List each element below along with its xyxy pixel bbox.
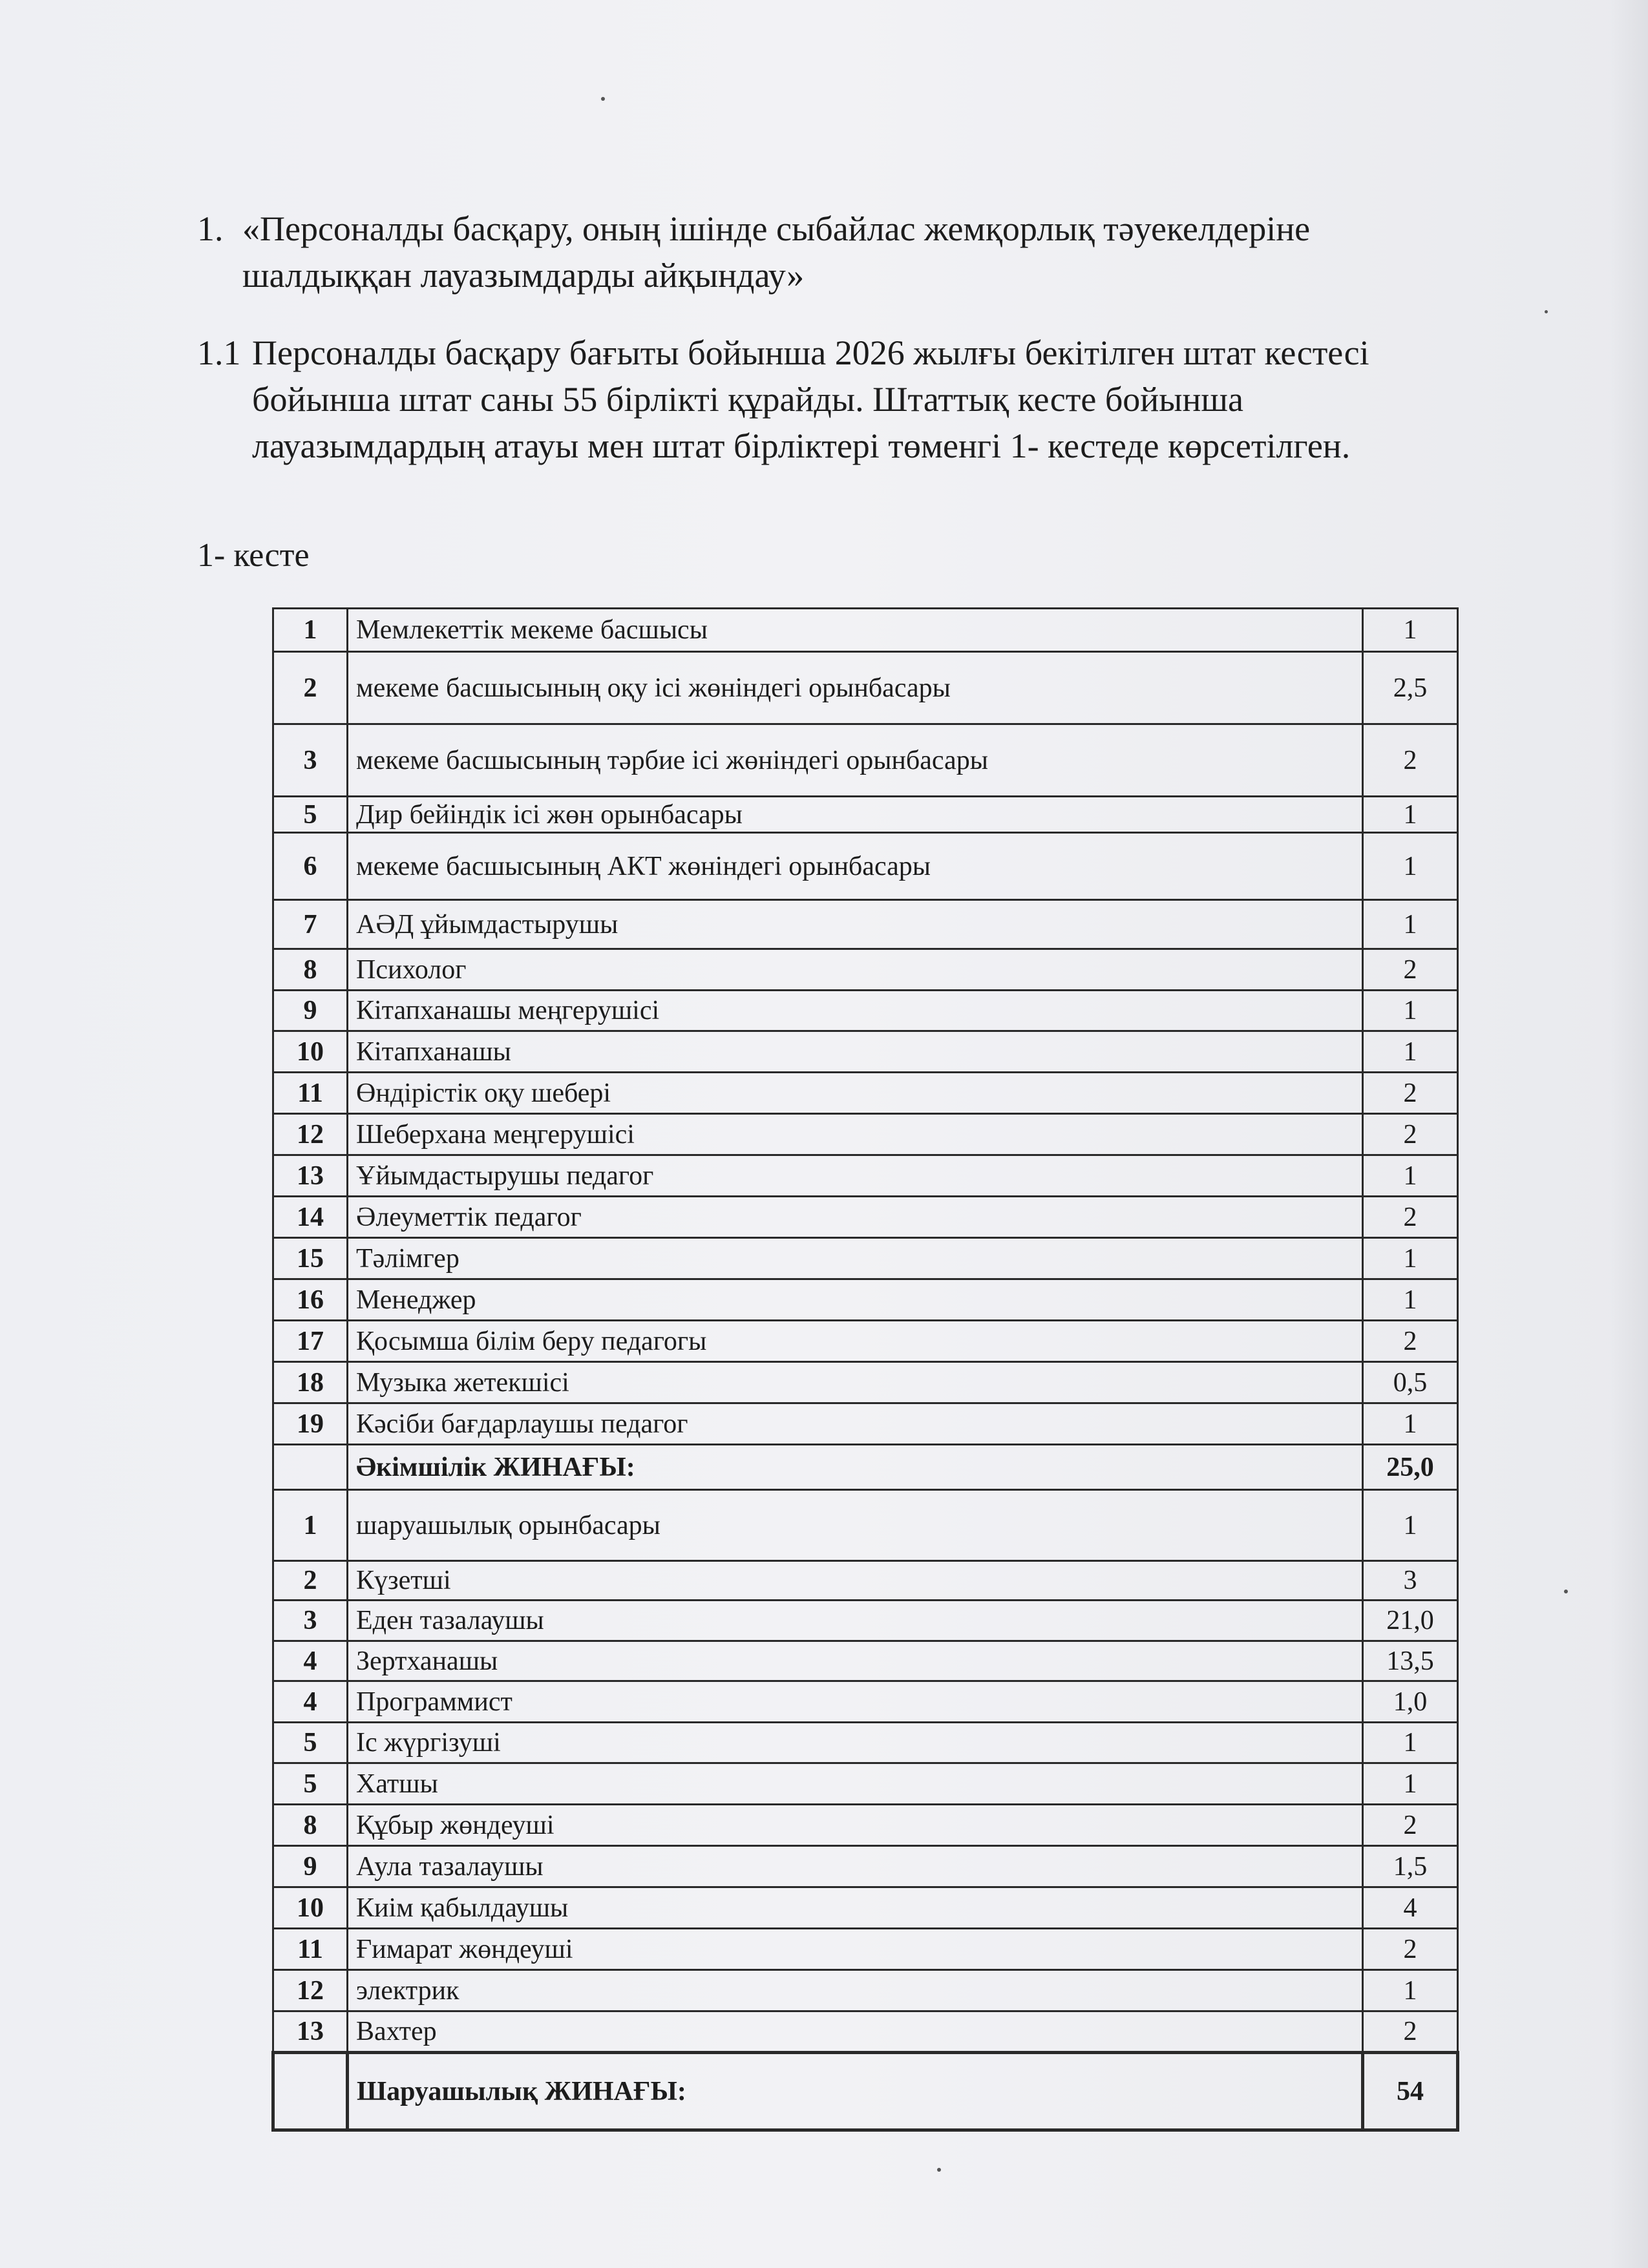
row-number-cell: 2 — [273, 652, 348, 724]
row-number-cell: 7 — [273, 900, 348, 949]
page-edge-shadow — [1609, 0, 1648, 2268]
table-row — [273, 1970, 1458, 2011]
row-number-cell: 10 — [273, 1887, 348, 1929]
table-row — [273, 609, 1458, 652]
staff-units-cell: 2 — [1363, 1805, 1458, 1846]
position-name-cell: Зертханашы — [348, 1641, 1363, 1681]
staff-units-cell: 1,0 — [1363, 1681, 1458, 1723]
section-number: 1. — [197, 209, 224, 248]
table-row — [273, 1114, 1458, 1155]
row-number-cell: 4 — [273, 1641, 348, 1681]
position-name-cell: Кітапханашы — [348, 1031, 1363, 1073]
row-number-cell: 10 — [273, 1031, 348, 1073]
position-name-cell: Ғимарат жөндеуші — [348, 1929, 1363, 1970]
position-name-cell: Аула тазалаушы — [348, 1846, 1363, 1887]
table-row — [273, 1929, 1458, 1970]
subsection-text — [252, 330, 1480, 469]
staff-units-cell: 2 — [1363, 1321, 1458, 1362]
row-number-cell: 19 — [273, 1403, 348, 1445]
position-name-cell: Құбыр жөндеуші — [348, 1805, 1363, 1846]
row-number-cell — [273, 1445, 348, 1490]
position-name-cell: Ұйымдастырушы педагог — [348, 1155, 1363, 1197]
table-row — [273, 1887, 1458, 1929]
row-number-cell: 15 — [273, 1238, 348, 1279]
position-name-cell: Хатшы — [348, 1763, 1363, 1805]
staff-units-cell: 1 — [1363, 1763, 1458, 1805]
position-name-cell: Қосымша білім беру педагогы — [348, 1321, 1363, 1362]
position-name-cell: Өндірістік оқу шебері — [348, 1073, 1363, 1114]
row-number-cell: 9 — [273, 991, 348, 1031]
table-row — [273, 2053, 1458, 2130]
row-number-cell: 11 — [273, 1073, 348, 1114]
staff-units-cell: 1 — [1363, 609, 1458, 652]
staff-units-cell: 1 — [1363, 1279, 1458, 1321]
staff-units-cell: 1 — [1363, 833, 1458, 900]
row-number-cell: 5 — [273, 1723, 348, 1763]
row-number-cell: 4 — [273, 1681, 348, 1723]
table-row — [273, 1723, 1458, 1763]
row-number-cell: 1 — [273, 609, 348, 652]
position-name-cell: Программист — [348, 1681, 1363, 1723]
position-name-cell: Іс жүргізуші — [348, 1723, 1363, 1763]
section-title-line-2: шалдыққан лауазымдарды айқындау» — [242, 256, 805, 295]
position-name-cell: мекеме басшысының АКТ жөніндегі орынбасары — [348, 833, 1363, 900]
position-name-cell: Дир бейіндік ісі жөн орынбасары — [348, 797, 1363, 833]
table-row — [273, 1681, 1458, 1723]
position-name-cell: Тәлімгер — [348, 1238, 1363, 1279]
table-row — [273, 1490, 1458, 1561]
staff-units-cell: 3 — [1363, 1561, 1458, 1601]
staff-units-cell: 1 — [1363, 900, 1458, 949]
total-value-cell: 54 — [1363, 2053, 1458, 2130]
row-number-cell: 2 — [273, 1561, 348, 1601]
table-row — [273, 1805, 1458, 1846]
table-row — [273, 1561, 1458, 1601]
paragraph-line-1: Персоналды басқару бағыты бойынша 2026 жылғы бекітілген штат кестесі — [252, 333, 1369, 372]
row-number-cell: 9 — [273, 1846, 348, 1887]
staff-units-cell: 1 — [1363, 1155, 1458, 1197]
staff-units-cell: 0,5 — [1363, 1362, 1458, 1403]
row-number-cell: 12 — [273, 1970, 348, 2011]
section-title — [242, 205, 1503, 299]
row-number-cell: 5 — [273, 797, 348, 833]
scan-speck — [601, 97, 605, 101]
staff-units-cell: 1 — [1363, 1970, 1458, 2011]
total-label-cell: Әкімшілік ЖИНАҒЫ: — [348, 1445, 1363, 1490]
table-row — [273, 1321, 1458, 1362]
staff-units-cell: 1 — [1363, 1723, 1458, 1763]
position-name-cell: Әлеуметтік педагог — [348, 1197, 1363, 1238]
table-row — [273, 724, 1458, 797]
row-number-cell: 13 — [273, 1155, 348, 1197]
staff-units-cell: 13,5 — [1363, 1641, 1458, 1681]
table-caption: 1- кесте — [197, 537, 310, 574]
row-number-cell: 16 — [273, 1279, 348, 1321]
position-name-cell: мекеме басшысының оқу ісі жөніндегі орынбасары — [348, 652, 1363, 724]
position-name-cell: Кәсіби бағдарлаушы педагог — [348, 1403, 1363, 1445]
position-name-cell: Менеджер — [348, 1279, 1363, 1321]
table-row — [273, 1238, 1458, 1279]
staff-units-cell: 21,0 — [1363, 1601, 1458, 1641]
row-number-cell: 13 — [273, 2011, 348, 2053]
position-name-cell: электрик — [348, 1970, 1363, 2011]
position-name-cell: Күзетші — [348, 1561, 1363, 1601]
staff-units-cell: 4 — [1363, 1887, 1458, 1929]
row-number-cell: 3 — [273, 1601, 348, 1641]
row-number-cell: 12 — [273, 1114, 348, 1155]
row-number-cell: 6 — [273, 833, 348, 900]
table-row — [273, 1641, 1458, 1681]
row-number-cell: 1 — [273, 1490, 348, 1561]
position-name-cell: мекеме басшысының тәрбие ісі жөніндегі орынбасары — [348, 724, 1363, 797]
table-row — [273, 1362, 1458, 1403]
scan-speck — [1545, 310, 1548, 313]
table-row — [273, 900, 1458, 949]
table-row — [273, 1073, 1458, 1114]
scan-speck — [937, 2168, 941, 2172]
table-row — [273, 1445, 1458, 1490]
table-row — [273, 833, 1458, 900]
staff-units-cell: 1 — [1363, 1490, 1458, 1561]
table-row — [273, 1197, 1458, 1238]
staff-units-cell: 2 — [1363, 1073, 1458, 1114]
row-number-cell: 11 — [273, 1929, 348, 1970]
staff-units-cell: 1 — [1363, 1238, 1458, 1279]
staff-units-cell: 2 — [1363, 724, 1458, 797]
row-number-cell — [273, 2053, 348, 2130]
table-row — [273, 1846, 1458, 1887]
position-name-cell: Кітапханашы меңгерушісі — [348, 991, 1363, 1031]
row-number-cell: 5 — [273, 1763, 348, 1805]
row-number-cell: 8 — [273, 1805, 348, 1846]
total-label-cell: Шаруашылық ЖИНАҒЫ: — [348, 2053, 1363, 2130]
row-number-cell: 14 — [273, 1197, 348, 1238]
staff-units-cell: 2 — [1363, 1929, 1458, 1970]
table-row — [273, 1279, 1458, 1321]
total-value-cell: 25,0 — [1363, 1445, 1458, 1490]
staff-units-cell: 2 — [1363, 2011, 1458, 2053]
position-name-cell: шаруашылық орынбасары — [348, 1490, 1363, 1561]
table-row — [273, 1601, 1458, 1641]
paragraph-line-2: бойынша штат саны 55 бірлікті құрайды. Штаттық кесте бойынша — [252, 380, 1243, 419]
staff-units-cell: 2 — [1363, 1114, 1458, 1155]
section-title-line-1: «Персоналды басқару, оның ішінде сыбайлас жемқорлық тәуекелдеріне — [242, 209, 1311, 248]
row-number-cell: 8 — [273, 949, 348, 991]
staff-units-cell: 2 — [1363, 1197, 1458, 1238]
row-number-cell: 18 — [273, 1362, 348, 1403]
staff-units-cell: 1 — [1363, 991, 1458, 1031]
position-name-cell: Мемлекеттік мекеме басшысы — [348, 609, 1363, 652]
table-row — [273, 797, 1458, 833]
table-row — [273, 2011, 1458, 2053]
staff-units-cell: 1,5 — [1363, 1846, 1458, 1887]
staff-table — [271, 607, 1459, 2132]
position-name-cell: Вахтер — [348, 2011, 1363, 2053]
table-row — [273, 652, 1458, 724]
staff-units-cell: 2,5 — [1363, 652, 1458, 724]
staff-units-cell: 1 — [1363, 797, 1458, 833]
scan-speck — [1564, 1590, 1568, 1593]
row-number-cell: 17 — [273, 1321, 348, 1362]
table-row — [273, 1155, 1458, 1197]
paragraph-line-3: лауазымдардың атауы мен штат бірліктері төменгі 1- кестеде көрсетілген. — [252, 426, 1351, 465]
staff-units-cell: 1 — [1363, 1031, 1458, 1073]
position-name-cell: АӘД ұйымдастырушы — [348, 900, 1363, 949]
position-name-cell: Музыка жетекшісі — [348, 1362, 1363, 1403]
position-name-cell: Шеберхана меңгерушісі — [348, 1114, 1363, 1155]
table-row — [273, 949, 1458, 991]
table-row — [273, 1403, 1458, 1445]
position-name-cell: Киім қабылдаушы — [348, 1887, 1363, 1929]
table-row — [273, 1031, 1458, 1073]
subsection-number: 1.1 — [197, 333, 241, 372]
staff-units-cell: 2 — [1363, 949, 1458, 991]
position-name-cell: Еден тазалаушы — [348, 1601, 1363, 1641]
table-row — [273, 1763, 1458, 1805]
table-row — [273, 991, 1458, 1031]
position-name-cell: Психолог — [348, 949, 1363, 991]
staff-units-cell: 1 — [1363, 1403, 1458, 1445]
row-number-cell: 3 — [273, 724, 348, 797]
